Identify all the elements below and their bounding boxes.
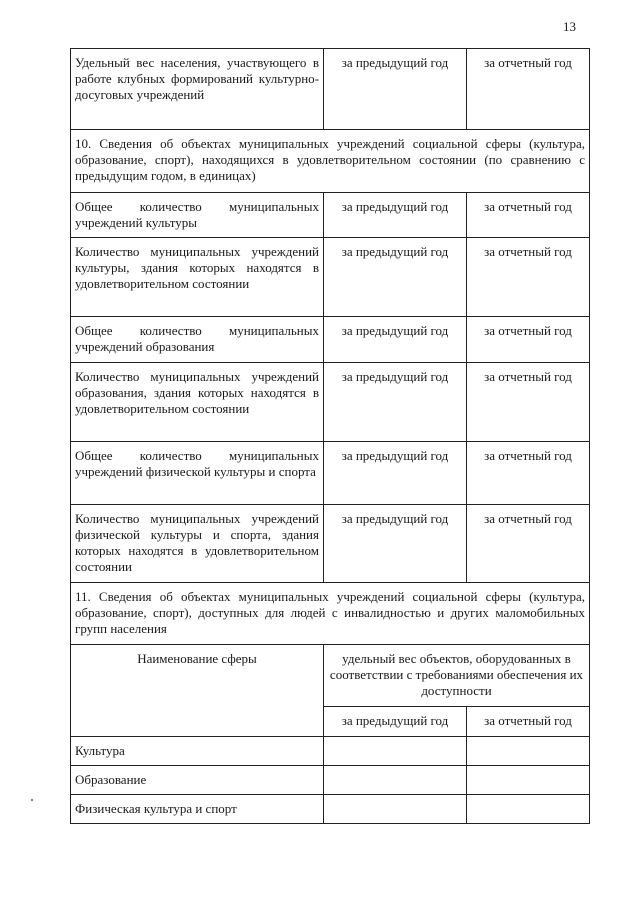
section-10-title: 10. Сведения об объектах муниципальных учреждений социальной сферы (культура, образование, спорт), находящихся в удовлетворительном состоянии (по сравнению с предыдущим годом, в единицах) <box>71 130 590 193</box>
table-row <box>71 193 590 238</box>
row-label: Количество муниципальных учреждений культуры, здания которых находятся в удовлетворительном состоянии <box>71 238 324 317</box>
table-row <box>71 49 590 130</box>
prev-year-value-cell <box>324 737 467 766</box>
sphere-name: Культура <box>71 737 324 766</box>
table-row <box>71 317 590 363</box>
prev-year-cell: за предыдущий год <box>324 363 467 442</box>
prev-year-cell: за предыдущий год <box>324 193 467 238</box>
table-row <box>71 766 590 795</box>
prev-year-header: за предыдущий год <box>324 707 467 737</box>
report-year-cell: за отчетный год <box>467 238 590 317</box>
section-header-row <box>71 130 590 193</box>
report-year-value-cell <box>467 795 590 824</box>
report-year-cell: за отчетный год <box>467 317 590 363</box>
table-row <box>71 442 590 505</box>
report-year-value-cell <box>467 766 590 795</box>
report-year-value-cell <box>467 737 590 766</box>
row-label: Количество муниципальных учреждений образования, здания которых находятся в удовлетворительном состоянии <box>71 363 324 442</box>
report-table <box>70 48 590 824</box>
report-year-cell: за отчетный год <box>467 505 590 583</box>
table-header-row <box>71 645 590 707</box>
prev-year-cell: за предыдущий год <box>324 317 467 363</box>
sphere-name: Физическая культура и спорт <box>71 795 324 824</box>
report-year-cell: за отчетный год <box>467 442 590 505</box>
section-11-title: 11. Сведения об объектах муниципальных учреждений социальной сферы (культура, образование, спорт), доступных для людей с инвалидностью и других маломобильных групп населения <box>71 583 590 645</box>
table-row <box>71 737 590 766</box>
report-year-header: за отчетный год <box>467 707 590 737</box>
scan-speck <box>31 799 33 801</box>
prev-year-cell: за предыдущий год <box>324 238 467 317</box>
share-column-header: удельный вес объектов, оборудованных в соответствии с требованиями обеспечения их доступности <box>324 645 590 707</box>
row-label: Общее количество муниципальных учреждений культуры <box>71 193 324 238</box>
row-label: Общее количество муниципальных учреждений физической культуры и спорта <box>71 442 324 505</box>
row-label: Количество муниципальных учреждений физической культуры и спорта, здания которых находятся в удовлетворительном состоянии <box>71 505 324 583</box>
report-year-cell: за отчетный год <box>467 363 590 442</box>
row-label: Удельный вес населения, участвующего в работе клубных формирований культурно-досуговых учреждений <box>71 49 324 130</box>
page-number: 13 <box>563 19 576 34</box>
table-row <box>71 238 590 317</box>
prev-year-cell: за предыдущий год <box>324 442 467 505</box>
sphere-name: Образование <box>71 766 324 795</box>
report-year-cell: за отчетный год <box>467 193 590 238</box>
table-row <box>71 795 590 824</box>
prev-year-value-cell <box>324 766 467 795</box>
table-row <box>71 363 590 442</box>
table-row <box>71 505 590 583</box>
report-year-cell: за отчетный год <box>467 49 590 130</box>
prev-year-cell: за предыдущий год <box>324 505 467 583</box>
prev-year-cell: за предыдущий год <box>324 49 467 130</box>
sphere-column-header: Наименование сферы <box>71 645 324 737</box>
prev-year-value-cell <box>324 795 467 824</box>
row-label: Общее количество муниципальных учреждений образования <box>71 317 324 363</box>
section-header-row <box>71 583 590 645</box>
